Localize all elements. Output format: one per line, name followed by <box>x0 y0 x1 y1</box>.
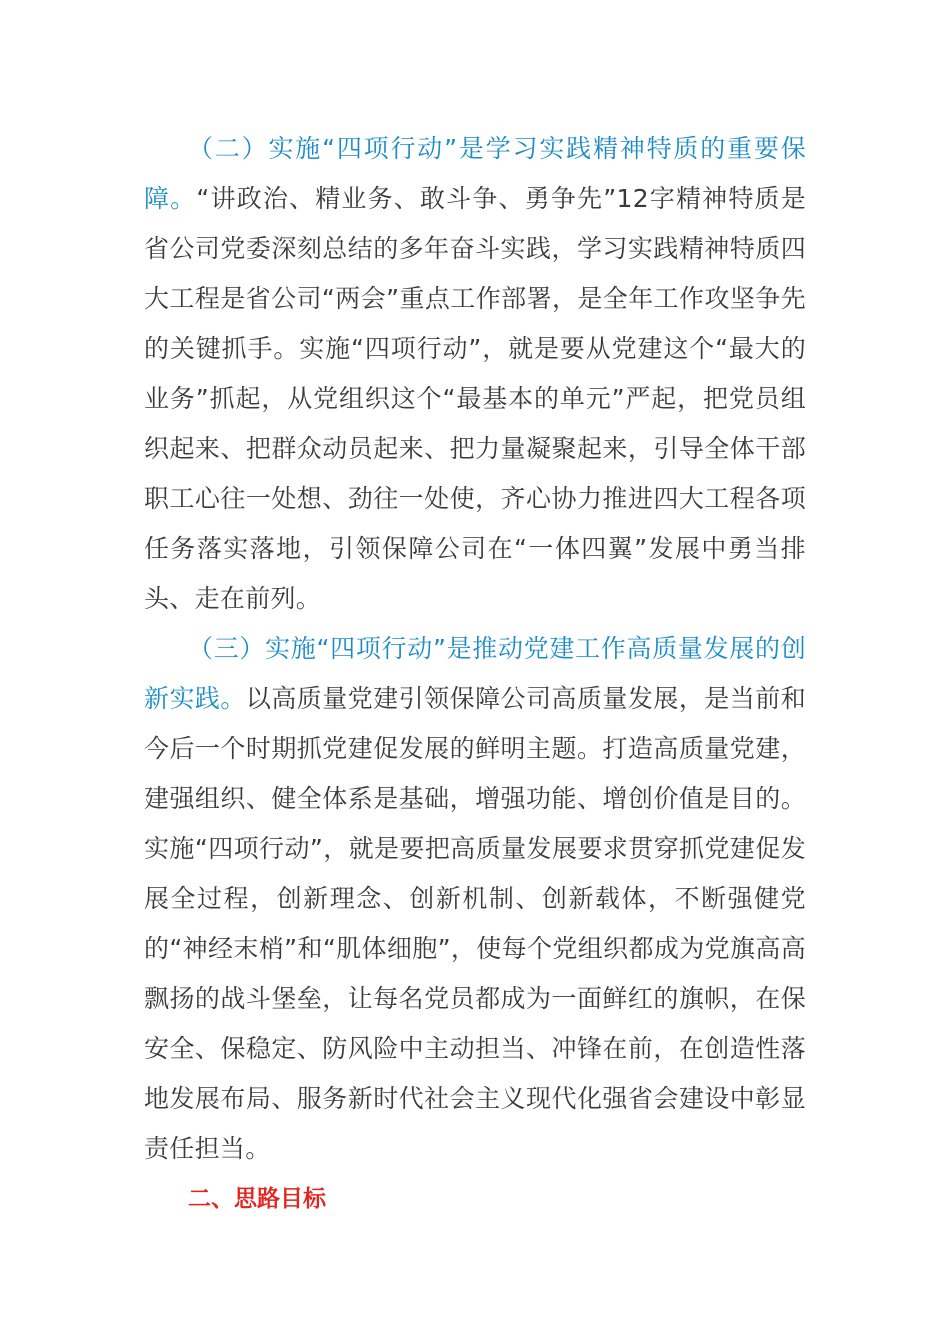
section-heading: 二、思路目标 <box>188 1186 326 1212</box>
paragraph-3-body: 以高质量党建引领保障公司高质量发展，是当前和今后一个时期抓党建促发展的鲜明主题。打造高质量党建，建强组织、健全体系是基础，增强功能、增创价值是目的。实施“四项行动”，就是要把高质量发展要求贯穿抓党建促发展全过程，创新理念、创新机制、创新载体，不断强健党的“神经末梢”和“肌体细胞”，使每个党组织都成为党旗高高飘扬的战斗堡垒，让每名党员都成为一面鲜红的旗帜，在保安全、保稳定、防风险中主动担当、冲锋在前，在创造性落地发展布局、服务新时代社会主义现代化强省会建设中彰显责任担当。 <box>144 684 806 1163</box>
paragraph-2-lead: （二）实施“四项行动”是学习实践精神特质的重要保障。 <box>144 134 806 213</box>
paragraph-3 <box>144 624 806 1174</box>
paragraph-2 <box>144 124 806 624</box>
document-body <box>144 124 806 1224</box>
paragraph-3-lead: （三）实施“四项行动”是推动党建工作高质量发展的创新实践。 <box>144 634 806 713</box>
paragraph-2-body: “讲政治、精业务、敢斗争、勇争先”12字精神特质是省公司党委深刻总结的多年奋斗实践，学习实践精神特质四大工程是省公司“两会”重点工作部署，是全年工作攻坚争先的关键抓手。实施“四项行动”，就是要从党建这个“最大的业务”抓起，从党组织这个“最基本的单元”严起，把党员组织起来、把群众动员起来、把力量凝聚起来，引导全体干部职工心往一处想、劲往一处使，齐心协力推进四大工程各项任务落实落地，引领保障公司在“一体四翼”发展中勇当排头、走在前列。 <box>144 184 806 613</box>
